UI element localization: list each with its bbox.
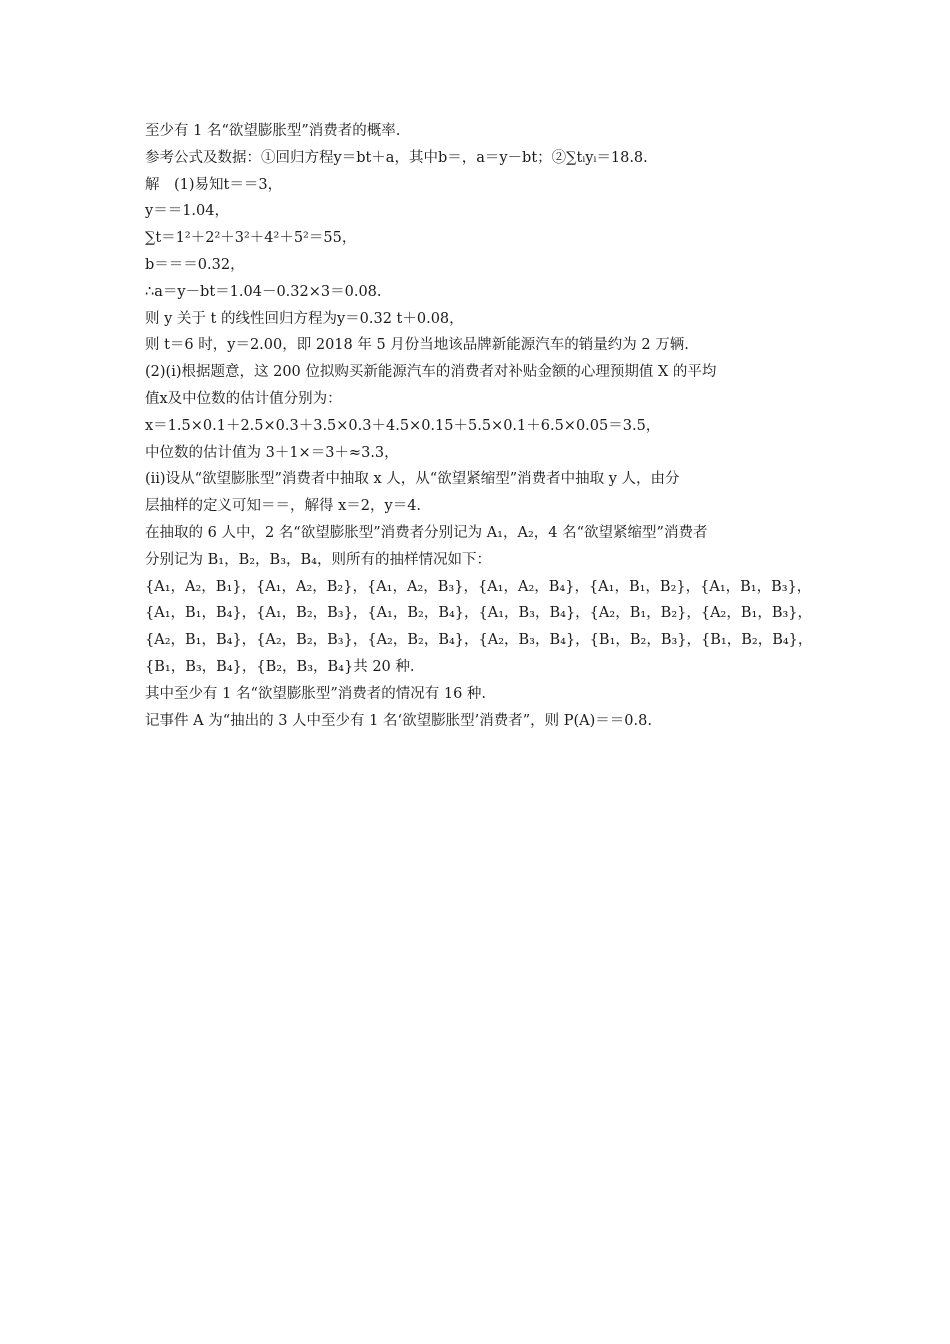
text-line: 则 y 关于 t 的线性回归方程为y＝0.32 t＋0.08， — [145, 310, 464, 327]
text-line: (2)(ⅰ)根据题意，这 200 位拟购买新能源汽车的消费者对补贴金额的心理预期值 X 的平均 — [145, 364, 717, 381]
text-line: {A₂，B₁，B₄}，{A₂，B₂，B₃}，{A₂，B₂，B₄}，{A₂，B₃，B₄}，{B₁，B₂，B₃}，{B₁，B₂，B₄}， — [145, 632, 813, 649]
text-line: 解 (1)易知t＝＝3， — [145, 176, 283, 193]
text-line: 在抽取的 6 人中，2 名“欲望膨胀型”消费者分别记为 A₁，A₂，4 名“欲望紧缩型”消费者 — [145, 524, 708, 541]
text-line: (ⅱ)设从“欲望膨胀型”消费者中抽取 x 人，从“欲望紧缩型”消费者中抽取 y 人，由分 — [145, 471, 680, 488]
text-line: 值x及中位数的估计值分别为： — [145, 390, 342, 407]
text-line: {A₁，B₁，B₄}，{A₁，B₂，B₃}，{A₁，B₂，B₄}，{A₁，B₃，B₄}，{A₂，B₁，B₂}，{A₂，B₁，B₃}， — [145, 605, 813, 622]
text-line: 中位数的估计值为 3＋1×＝3＋≈3.3， — [145, 444, 399, 461]
text-line: 其中至少有 1 名“欲望膨胀型”消费者的情况有 16 种. — [145, 685, 487, 702]
text-line: y＝＝1.04， — [145, 203, 229, 220]
text-line: b＝＝＝0.32， — [145, 256, 245, 273]
text-line: ∑t＝1²＋2²＋3²＋4²＋5²＝55， — [145, 230, 357, 247]
text-line: 分别记为 B₁，B₂，B₃，B₄，则所有的抽样情况如下： — [145, 551, 491, 568]
text-line: 则 t＝6 时，y＝2.00，即 2018 年 5 月份当地该品牌新能源汽车的销量约为 2 万辆. — [145, 337, 689, 354]
text-line: {A₁，A₂，B₁}，{A₁，A₂，B₂}，{A₁，A₂，B₃}，{A₁，A₂，B₄}，{A₁，B₁，B₂}，{A₁，B₁，B₃}， — [145, 578, 812, 595]
text-line: 至少有 1 名“欲望膨胀型”消费者的概率. — [145, 123, 401, 139]
text-line: 记事件 A 为“抽出的 3 人中至少有 1 名‘欲望膨胀型’消费者”，则 P(A)＝＝0.8. — [145, 712, 652, 729]
text-line: 层抽样的定义可知＝＝，解得 x＝2，y＝4. — [145, 498, 422, 515]
solution-text — [145, 118, 825, 734]
text-line: {B₁，B₃，B₄}，{B₂，B₃，B₄}共 20 种. — [145, 658, 415, 675]
text-line: x＝1.5×0.1＋2.5×0.3＋3.5×0.3＋4.5×0.15＋5.5×0.1＋6.5×0.05＝3.5， — [145, 417, 661, 434]
text-line: ∴a＝y－bt＝1.04－0.32×3＝0.08. — [145, 283, 382, 300]
text-line: 参考公式及数据：①回归方程y＝bt＋a，其中b＝，a＝y－bt；②∑tᵢyᵢ＝18.8. — [145, 149, 648, 166]
